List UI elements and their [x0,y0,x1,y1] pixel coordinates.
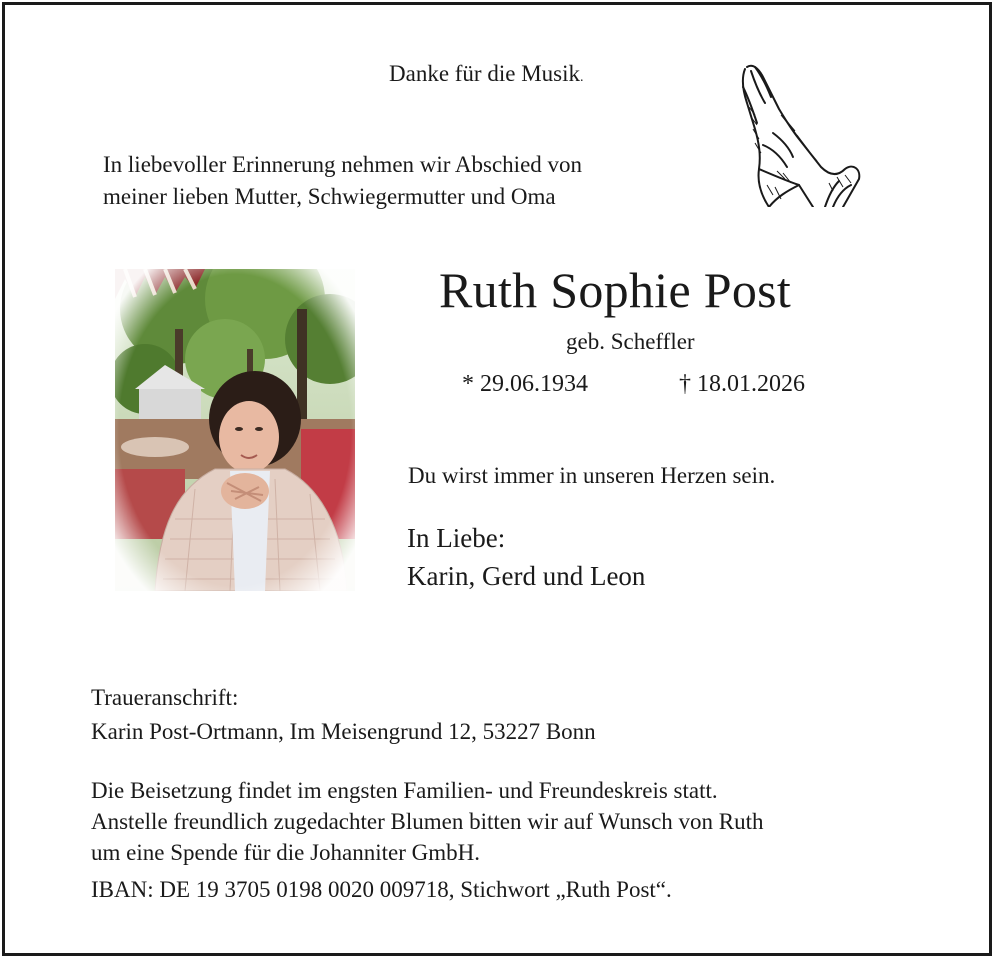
address-label: Traueranschrift: [91,685,239,710]
notice-line: Anstelle freundlich zugedachter Blumen bitten wir auf Wunsch von Ruth [91,809,764,834]
heart-line: Du wirst immer in unseren Herzen sein. [408,463,776,488]
iban-line: IBAN: DE 19 3705 0198 0020 009718, Stichwort „Ruth Post“. [91,877,672,902]
death-date: † 18.01.2026 [679,371,805,397]
love-label: In Liebe: [407,523,506,553]
portrait-photo [115,269,355,591]
deceased-name: Ruth Sophie Post [439,262,792,318]
birth-date: * 29.06.1934 [462,371,588,397]
funeral-notice [91,775,764,868]
obituary-notice [2,2,992,956]
notice-line: um eine Spende für die Johanniter GmbH. [91,840,480,865]
birth-name: geb. Scheffler [566,329,695,354]
mourner-names: Karin, Gerd und Leon [407,561,646,591]
music-thanks [389,61,584,87]
memory-line: meiner lieben Mutter, Schwiegermutter und Oma [103,184,556,209]
music-thanks-dot: . [580,70,584,85]
notice-line: Die Beisetzung findet im engsten Familien- und Freundeskreis statt. [91,778,718,803]
address-line: Karin Post-Ortmann, Im Meisengrund 12, 53227 Bonn [91,719,596,744]
music-thanks-text: Danke für die Musik [389,61,580,86]
praying-hands-icon [733,59,863,207]
memory-line: In liebevoller Erinnerung nehmen wir Abschied von [103,152,583,177]
memory-text [103,149,582,213]
